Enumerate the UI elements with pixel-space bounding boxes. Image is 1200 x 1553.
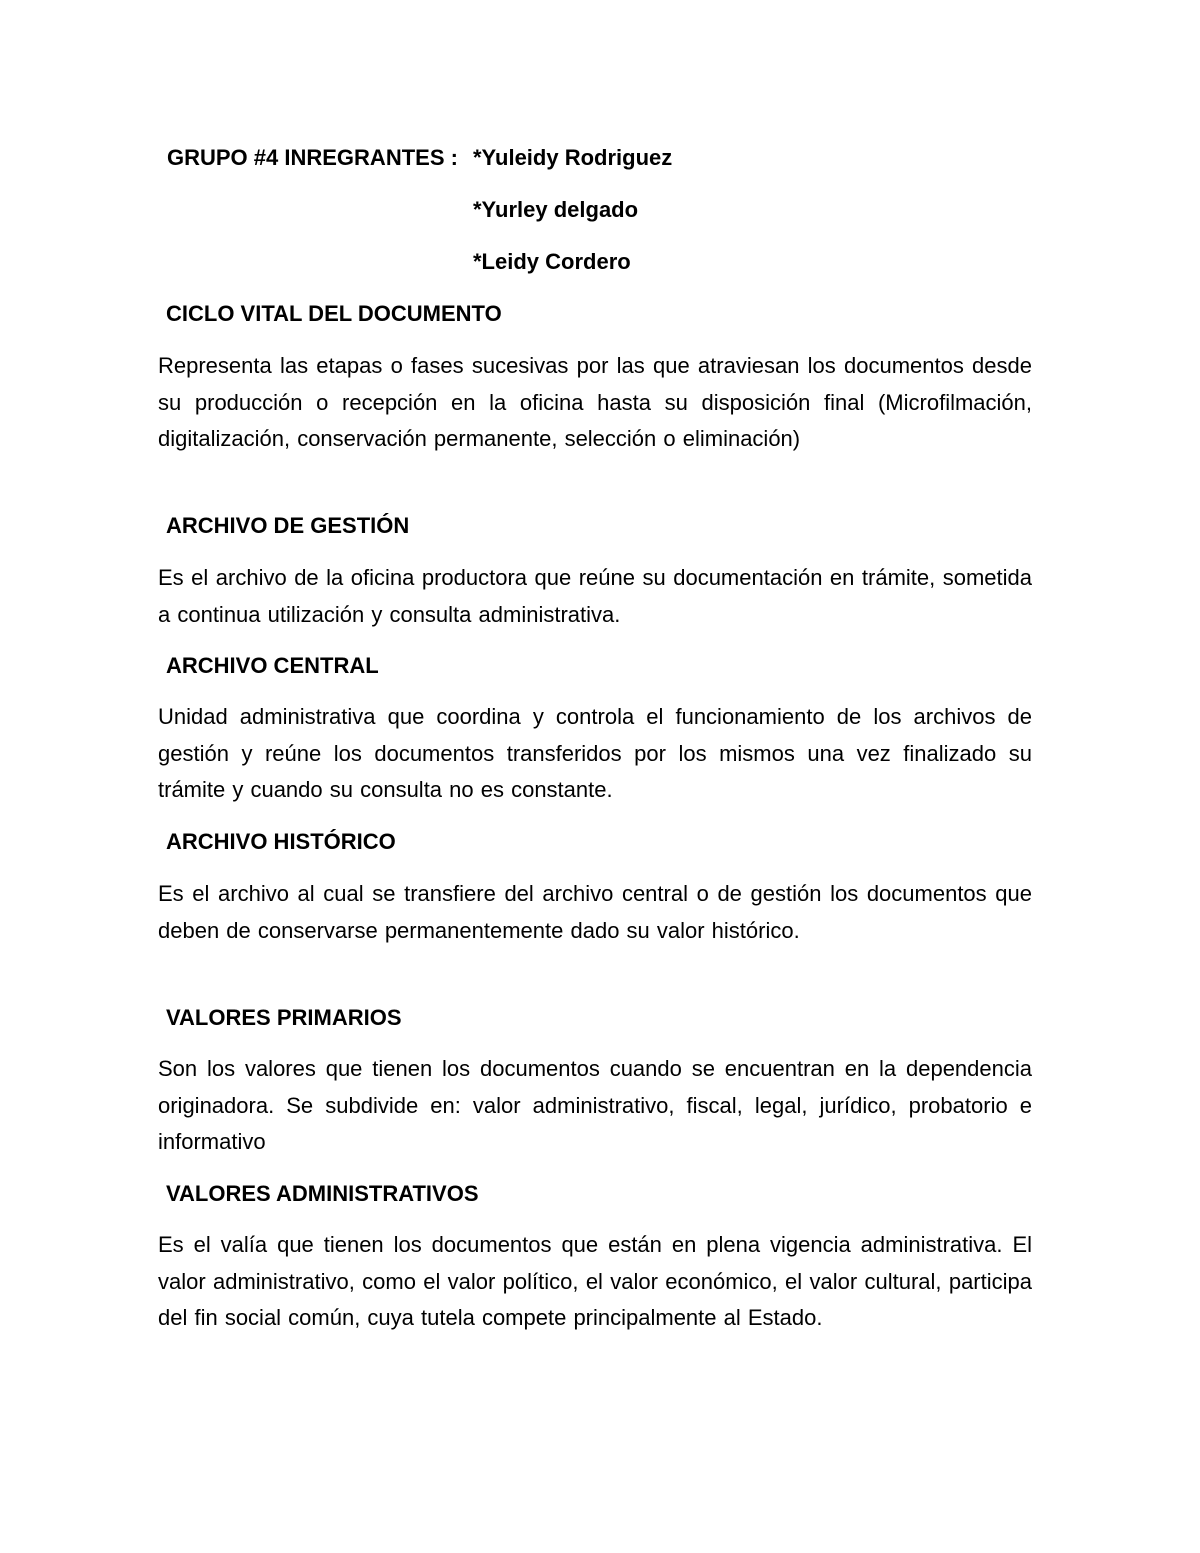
section-body: Es el archivo de la oficina productora que reúne su documentación en trámite, sometida a continua utilización y consulta administrativa. — [158, 565, 1032, 627]
section-heading: ARCHIVO HISTÓRICO — [166, 829, 396, 854]
section-body: Unidad administrativa que coordina y controla el funcionamiento de los archivos de gestión y reúne los documentos transferidos por los mismos una vez finalizado su trámite y cuando su consulta no es constante. — [158, 704, 1032, 802]
section-heading: VALORES ADMINISTRATIVOS — [166, 1181, 479, 1206]
section-heading: ARCHIVO DE GESTIÓN — [166, 513, 410, 538]
section-body: Es el valía que tienen los documentos que están en plena vigencia administrativa. El valor administrativo, como el valor político, el valor económico, el valor cultural, participa del fin social común, cuya tutela compete principalmente al Estado. — [158, 1232, 1032, 1330]
group-label: GRUPO #4 INREGRANTES : — [167, 145, 458, 170]
member-name: *Leidy Cordero — [473, 249, 631, 274]
section-body: Son los valores que tienen los documentos cuando se encuentran en la dependencia originadora. Se subdivide en: valor administrativo, fiscal, legal, jurídico, probatorio e informativo — [158, 1056, 1032, 1154]
section-heading: VALORES PRIMARIOS — [166, 1005, 402, 1030]
section-body: Representa las etapas o fases sucesivas por las que atraviesan los documentos desde su producción o recepción en la oficina hasta su disposición final (Microfilmación, digitalización, conservación permanente, selección o eliminación) — [158, 353, 1032, 451]
section-heading: CICLO VITAL DEL DOCUMENTO — [166, 301, 502, 326]
section-body: Es el archivo al cual se transfiere del archivo central o de gestión los documentos que deben de conservarse permanentemente dado su valor histórico. — [158, 881, 1032, 943]
section-heading: ARCHIVO CENTRAL — [166, 653, 379, 678]
member-name: *Yurley delgado — [473, 197, 639, 222]
member-name: *Yuleidy Rodriguez — [473, 145, 673, 170]
